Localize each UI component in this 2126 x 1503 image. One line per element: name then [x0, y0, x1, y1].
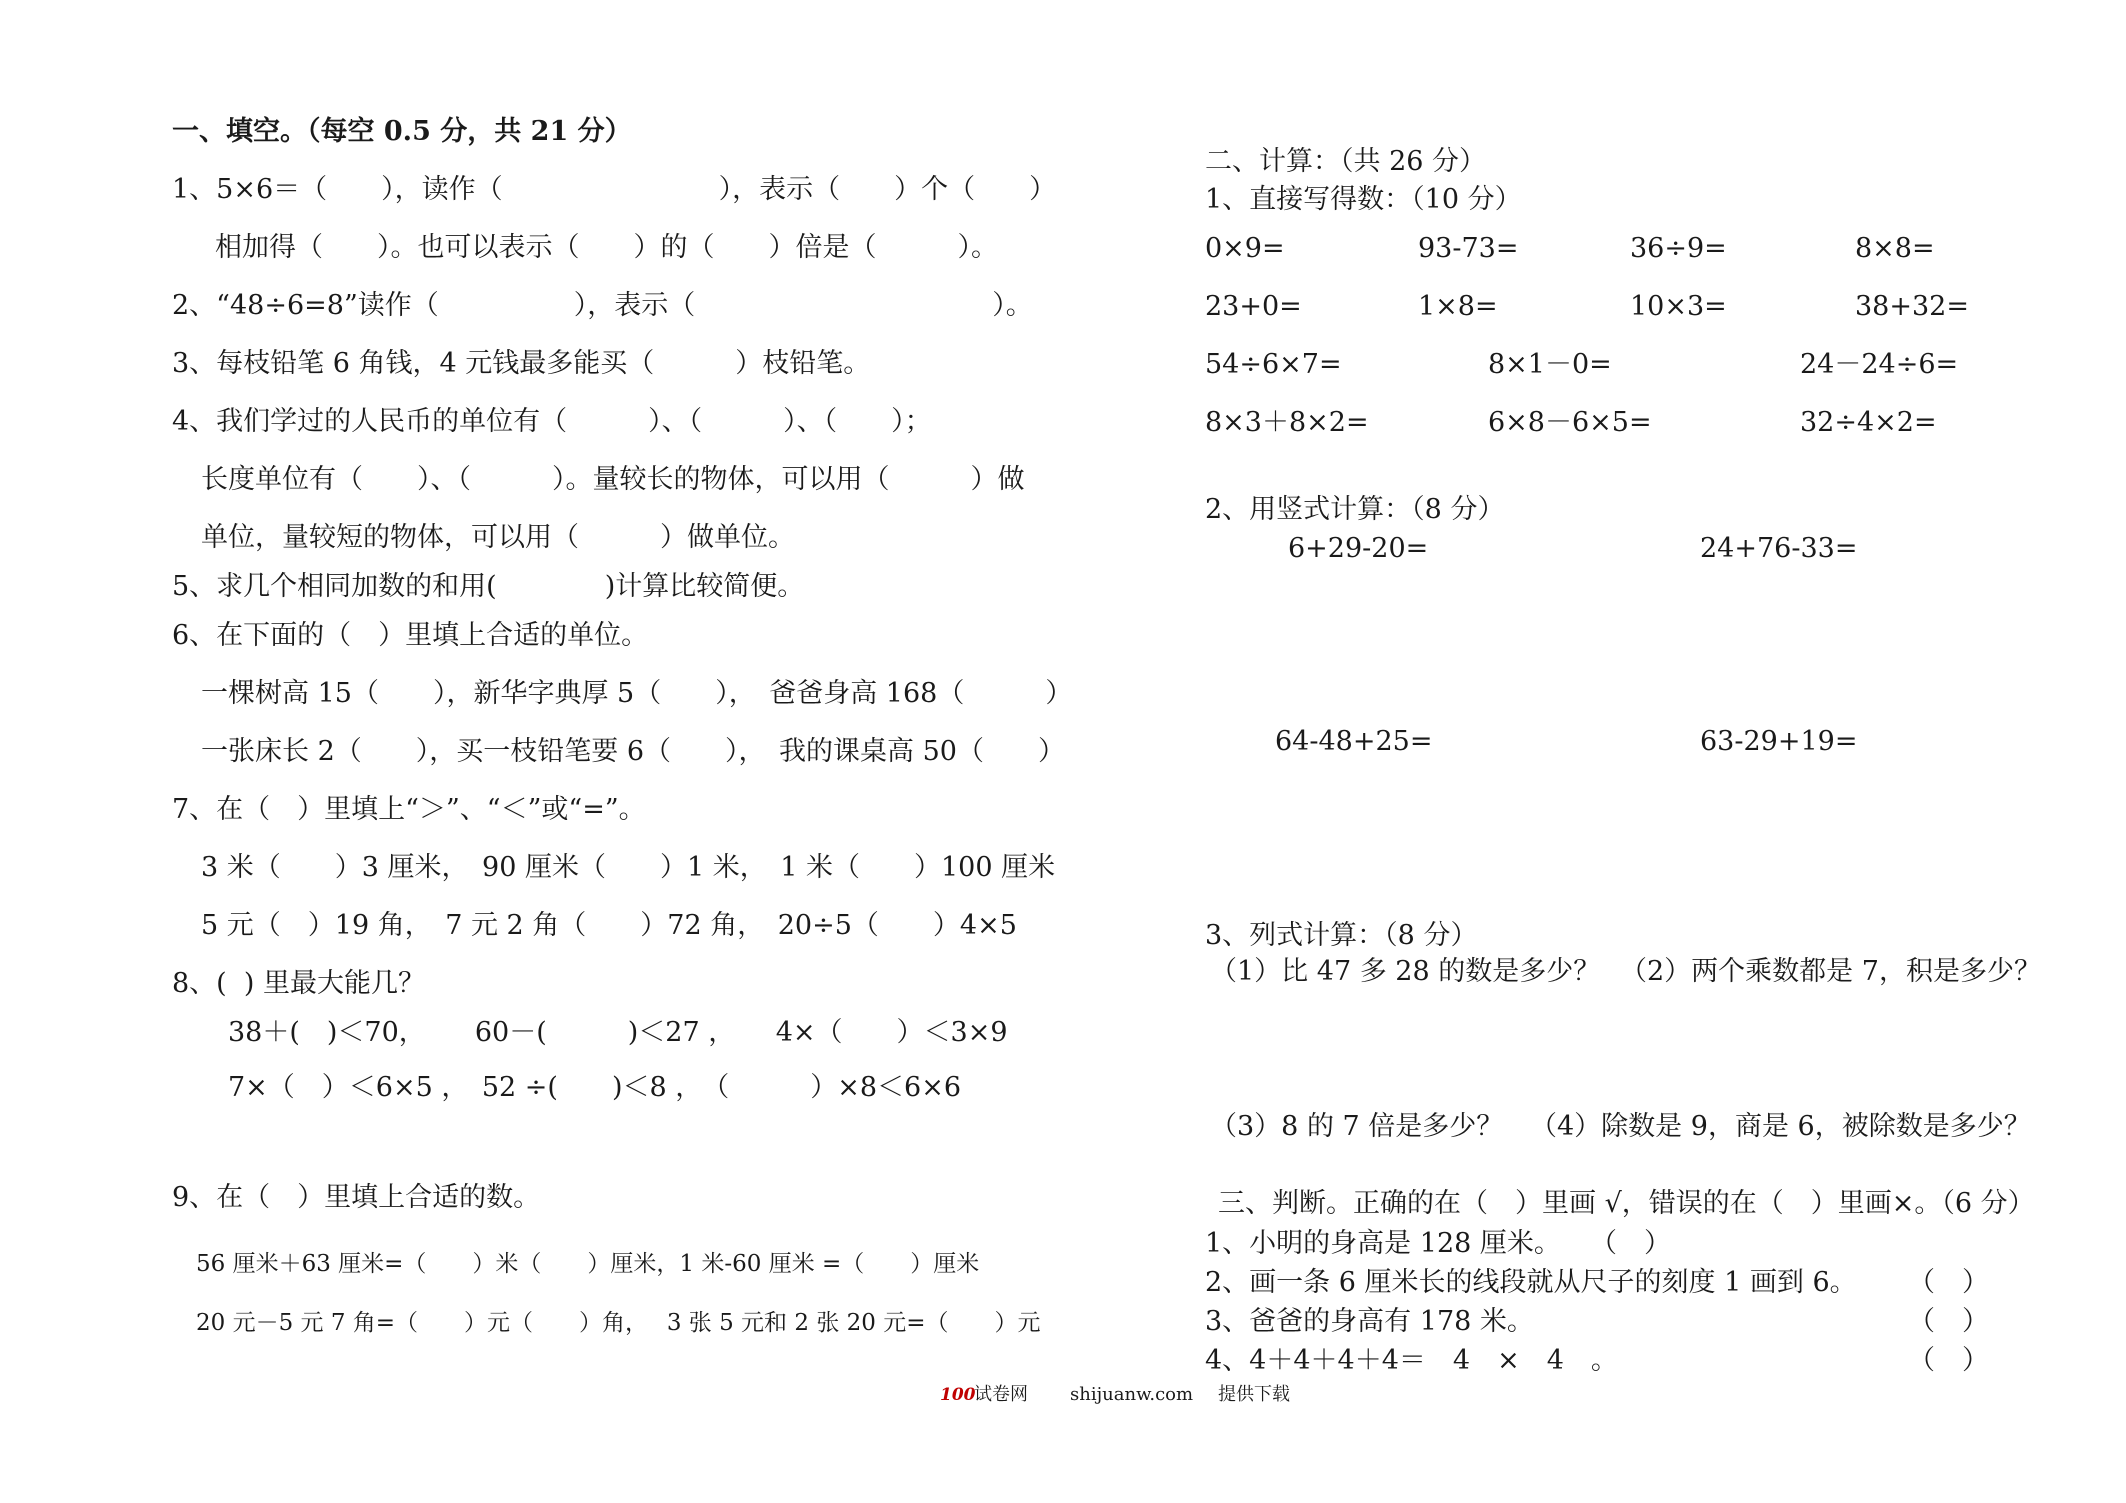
site-domain[interactable]: shijuanw.com: [1070, 1384, 1194, 1405]
question-6: 6、在下面的（ ）里填上合适的单位。: [172, 620, 649, 651]
word-problem-2: （2）两个乘数都是 7，积是多少？: [1620, 956, 2041, 987]
mental-problem: 8×8=: [1855, 233, 1935, 264]
question-7: 7、在（ ）里填上“＞”、“＜”或“=”。: [172, 794, 646, 825]
judgement-1-answer-box[interactable]: （ ）: [1590, 1228, 1671, 1259]
mental-problem: 1×8=: [1418, 291, 1498, 322]
judgement-3: 3、爸爸的身高有 178 米。: [1205, 1306, 1534, 1337]
section2-1-title: 1、直接写得数：（10 分）: [1205, 184, 1522, 215]
mental-problem: 23+0=: [1205, 291, 1302, 322]
question-5: 5、求几个相同加数的和用( )计算比较简便。: [172, 571, 805, 602]
judgement-3-answer-box[interactable]: （ ）: [1908, 1306, 1989, 1337]
question-4-line-2: 长度单位有（ ）、（ ）。量较长的物体，可以用（ ）做: [201, 464, 1025, 495]
site-logo: 100: [940, 1385, 976, 1405]
vertical-problem: 6+29-20=: [1288, 533, 1429, 564]
judgement-4: 4、4＋4＋4＋4＝ 4 × 4 。: [1205, 1345, 1618, 1376]
mental-problem: 6×8－6×5=: [1488, 407, 1652, 438]
mental-problem: 38+32=: [1855, 291, 1969, 322]
mental-problem: 93-73=: [1418, 233, 1519, 264]
mental-problem: 8×1－0=: [1488, 349, 1612, 380]
download-note: 提供下载: [1218, 1384, 1290, 1405]
question-7-line-1: 3 米（ ）3 厘米， 90 厘米（ ）1 米， 1 米（ ）100 厘米: [201, 852, 1056, 883]
mental-problem: 10×3=: [1630, 291, 1727, 322]
judgement-2: 2、画一条 6 厘米长的线段就从尺子的刻度 1 画到 6。: [1205, 1267, 1857, 1298]
judgement-4-answer-box[interactable]: （ ）: [1908, 1345, 1989, 1376]
question-8-line-2: 7×（ ）＜6×5 ， 52 ÷( )＜8 ， （ ）×8＜6×6: [228, 1072, 962, 1103]
word-problem-3: （3）8 的 7 倍是多少？: [1210, 1111, 1504, 1142]
word-problem-4: （4）除数是 9，商是 6，被除数是多少？: [1530, 1111, 2031, 1142]
question-3: 3、每枝铅笔 6 角钱，4 元钱最多能买（ ）枝铅笔。: [172, 348, 871, 379]
judgement-1: 1、小明的身高是 128 厘米。: [1205, 1228, 1561, 1259]
vertical-problem: 64-48+25=: [1275, 726, 1433, 757]
mental-problem: 8×3＋8×2=: [1205, 407, 1369, 438]
site-name: 试卷网: [974, 1384, 1028, 1405]
question-2: 2、“48÷6=8”读作（ ），表示（ ）。: [172, 290, 1033, 321]
mental-problem: 36÷9=: [1630, 233, 1727, 264]
question-8-line-1: 38＋( )＜70， 60－( )＜27 ， 4×（ ）＜3×9: [228, 1017, 1008, 1048]
vertical-problem: 63-29+19=: [1700, 726, 1858, 757]
question-8: 8、( ) 里最大能几？: [172, 968, 425, 999]
question-9: 9、在（ ）里填上合适的数。: [172, 1182, 541, 1213]
mental-problem: 0×9=: [1205, 233, 1285, 264]
mental-problem: 32÷4×2=: [1800, 407, 1937, 438]
word-problem-1: （1）比 47 多 28 的数是多少？: [1210, 956, 1601, 987]
section2-title: 二、计算：（共 26 分）: [1205, 146, 1487, 177]
section1-title: 一、填空。（每空 0.5 分，共 21 分）: [172, 116, 632, 147]
section3-title: 三、判断。正确的在（ ）里画 √，错误的在（ ）里画×。（6 分）: [1218, 1188, 2035, 1219]
question-1-line-2: 相加得（ ）。也可以表示（ ）的（ ）倍是（ ）。: [215, 232, 998, 263]
question-9-line-2: 20 元－5 元 7 角=（ ）元（ ）角， 3 张 5 元和 2 张 20 元=（ ）元: [196, 1310, 1041, 1336]
section2-2-title: 2、用竖式计算：（8 分）: [1205, 494, 1505, 525]
vertical-problem: 24+76-33=: [1700, 533, 1858, 564]
judgement-2-answer-box[interactable]: （ ）: [1908, 1267, 1989, 1298]
footer: [940, 1380, 1300, 1410]
question-9-line-1: 56 厘米＋63 厘米=（ ）米（ ）厘米，1 米-60 厘米 =（ ）厘米: [196, 1251, 980, 1277]
question-6-line-1: 一棵树高 15（ ），新华字典厚 5（ ）， 爸爸身高 168（ ）: [201, 678, 1073, 709]
question-1-line-1: 1、5×6＝（ ），读作（ ），表示（ ）个（ ）: [172, 174, 1057, 205]
question-6-line-2: 一张床长 2（ ），买一枝铅笔要 6（ ）， 我的课桌高 50（ ）: [201, 736, 1065, 767]
question-4-line-3: 单位，量较短的物体，可以用（ ）做单位。: [201, 522, 795, 553]
mental-problem: 54÷6×7=: [1205, 349, 1342, 380]
question-7-line-2: 5 元（ ）19 角， 7 元 2 角（ ）72 角， 20÷5（ ）4×5: [201, 910, 1017, 941]
section2-3-title: 3、列式计算：（8 分）: [1205, 920, 1478, 951]
question-4-line-1: 4、我们学过的人民币的单位有（ ）、（ ）、（ ）；: [172, 406, 932, 437]
mental-problem: 24－24÷6=: [1800, 349, 1959, 380]
